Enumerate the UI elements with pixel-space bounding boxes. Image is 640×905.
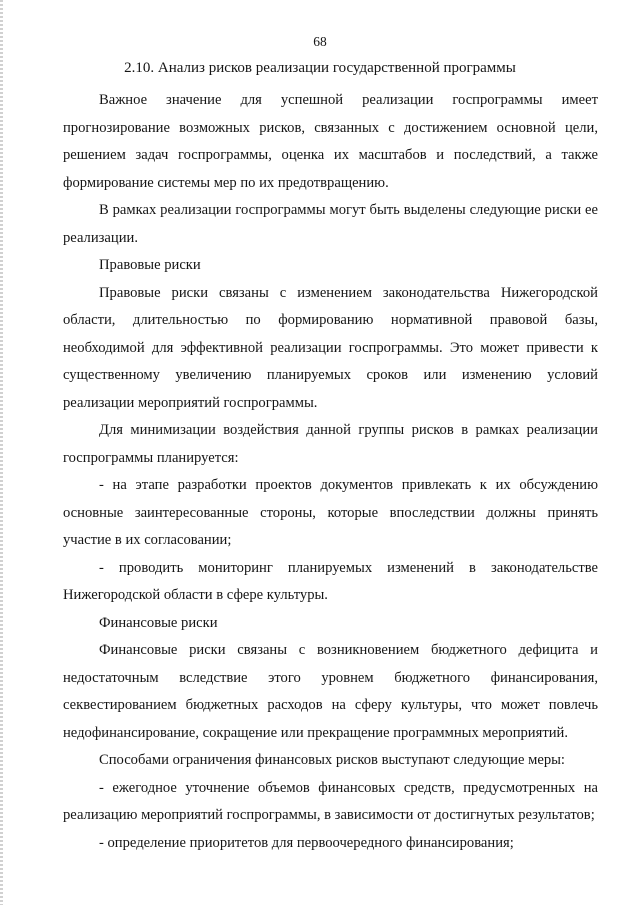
list-item: - проводить мониторинг планируемых изменений в законодательстве Нижегородской области в сфере культуры.: [63, 559, 598, 603]
page-number: 68: [313, 34, 327, 49]
document-body: [63, 87, 598, 857]
list-item: - на этапе разработки проектов документов привлекать к их обсуждению основные заинтересованные стороны, которые впоследствии должны принять участие в их согласовании;: [63, 477, 598, 548]
list-item: - определение приоритетов для первоочередного финансирования;: [99, 834, 514, 851]
paragraph: Способами ограничения финансовых рисков выступают следующие меры:: [99, 752, 565, 768]
list-item: - ежегодное уточнение объемов финансовых средств, предусмотренных на реализацию мероприятий госпрограммы, в зависимости от достигнутых результатов;: [63, 779, 598, 823]
subsection-heading: Финансовые риски: [99, 614, 218, 631]
section-title: 2.10. Анализ рисков реализации государственной программы: [124, 60, 516, 76]
paragraph: В рамках реализации госпрограммы могут быть выделены следующие риски ее реализации.: [63, 202, 598, 246]
paragraph: Важное значение для успешной реализации госпрограммы имеет прогнозирование возможных рисков, связанных с достижением основной цели, решением задач госпрограммы, оценка их масштабов и последствий, а также формирование системы мер по их предотвращению.: [63, 92, 598, 191]
paragraph: Финансовые риски связаны с возникновением бюджетного дефицита и недостаточным вследствие этого уровнем бюджетного финансирования, секвестированием бюджетных расходов на сферу культуры, что может повлечь недофинансирование, сокращение или прекращение программных мероприятий.: [63, 642, 598, 741]
subsection-heading: Правовые риски: [99, 257, 201, 273]
paragraph: Для минимизации воздействия данной группы рисков в рамках реализации госпрограммы планируется:: [63, 422, 598, 466]
scan-edge: [0, 0, 3, 905]
paragraph: Правовые риски связаны с изменением законодательства Нижегородской области, длительностью по формированию нормативной правовой базы, необходимой для эффективной реализации госпрограммы. Это может привести к существенному увеличению планируемых сроков или изменению условий реализации мероприятий госпрограммы.: [63, 284, 598, 411]
